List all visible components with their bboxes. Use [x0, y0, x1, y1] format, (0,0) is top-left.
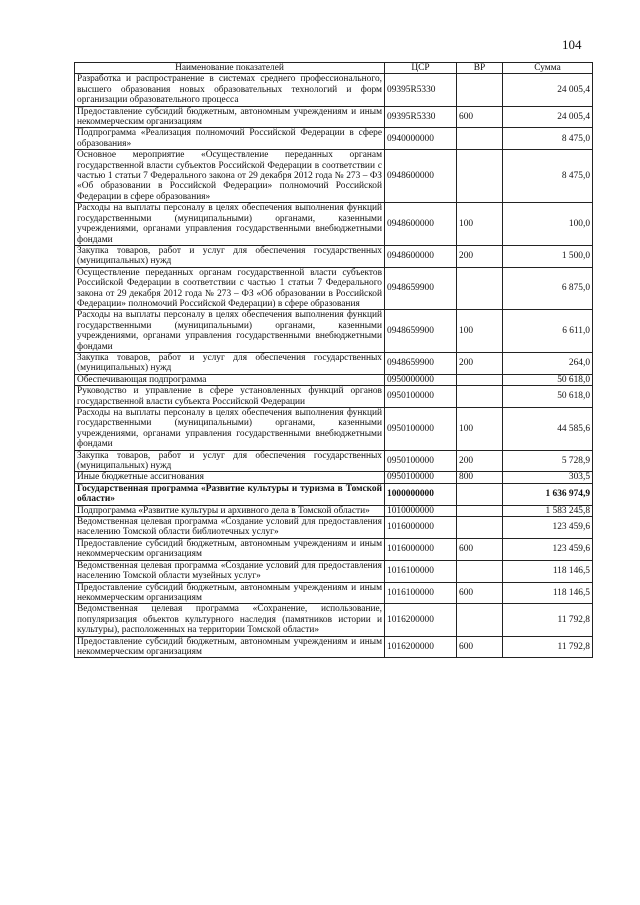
row-name-cell: Обеспечивающая подпрограмма: [75, 374, 385, 385]
row-vr-cell: 200: [457, 245, 503, 267]
table-row: [75, 352, 593, 374]
row-code-cell: 1016200000: [385, 636, 457, 658]
table-row: [75, 582, 593, 604]
row-name-cell: Руководство и управление в сфере установленных функций органов государственной власти субъекта Российской Федерации: [75, 386, 385, 408]
row-vr-cell: 600: [457, 582, 503, 604]
table-header-row: [75, 63, 593, 74]
row-vr-cell: [457, 604, 503, 636]
row-sum-cell: 8 475,0: [503, 150, 593, 203]
row-code-cell: 0940000000: [385, 128, 457, 150]
table-row: [75, 267, 593, 310]
row-vr-cell: [457, 150, 503, 203]
table-row: [75, 505, 593, 516]
row-name-cell: Расходы на выплаты персоналу в целях обеспечения выполнения функций государственными (муниципальными) органами, казенными учреждениями, органами управления государственными внебюджетными фондами: [75, 310, 385, 353]
row-sum-cell: 100,0: [503, 203, 593, 246]
table-row: [75, 374, 593, 385]
row-sum-cell: 6 875,0: [503, 267, 593, 310]
row-vr-cell: 100: [457, 408, 503, 451]
header-name: Наименование показателей: [75, 63, 385, 74]
row-name-cell: Закупка товаров, работ и услуг для обеспечения государственных (муниципальных) нужд: [75, 450, 385, 472]
table-row: [75, 483, 593, 505]
row-vr-cell: [457, 267, 503, 310]
row-name-cell: Осуществление переданных органам государственной власти субъектов Российской Федерации в соответствии с частью 1 статьи 7 Федерального закона от 29 декабря 2012 года № 273 – ФЗ «Об образовании в Российской Федерации» полномочий Российской Федерации) в сфере образования: [75, 267, 385, 310]
row-vr-cell: 600: [457, 538, 503, 560]
header-vr: ВР: [457, 63, 503, 74]
table-row: [75, 560, 593, 582]
row-code-cell: 0948600000: [385, 245, 457, 267]
table-row: [75, 538, 593, 560]
table-row: [75, 128, 593, 150]
row-code-cell: 0948600000: [385, 203, 457, 246]
row-code-cell: 1010000000: [385, 505, 457, 516]
row-sum-cell: 8 475,0: [503, 128, 593, 150]
row-vr-cell: 600: [457, 106, 503, 128]
row-vr-cell: [457, 483, 503, 505]
row-sum-cell: 5 728,9: [503, 450, 593, 472]
row-sum-cell: 50 618,0: [503, 386, 593, 408]
row-code-cell: 0948659900: [385, 310, 457, 353]
row-code-cell: 0948659900: [385, 352, 457, 374]
row-code-cell: 1000000000: [385, 483, 457, 505]
row-vr-cell: 600: [457, 636, 503, 658]
table-row: [75, 74, 593, 106]
row-vr-cell: [457, 374, 503, 385]
row-name-cell: Основное мероприятие «Осуществление переданных органам государственной власти субъектов Российской Федерации в соответствии с частью 1 статьи 7 Федерального закона от 29 декабря 2012 года № 273 – ФЗ «Об образовании в Российской Федерации» полномочий Российской Федерации в сфере образования»: [75, 150, 385, 203]
row-name-cell: Ведомственная целевая программа «Создание условий для предоставления населению Томской области библиотечных услуг»: [75, 517, 385, 539]
row-name-cell: Закупка товаров, работ и услуг для обеспечения государственных (муниципальных) нужд: [75, 352, 385, 374]
row-vr-cell: 100: [457, 310, 503, 353]
row-vr-cell: [457, 560, 503, 582]
row-name-cell: Подпрограмма «Развитие культуры и архивного дела в Томской области»: [75, 505, 385, 516]
row-name-cell: Предоставление субсидий бюджетным, автономным учреждениям и иным некоммерческим организациям: [75, 636, 385, 658]
row-code-cell: 09395R5330: [385, 74, 457, 106]
header-code: ЦСР: [385, 63, 457, 74]
table-row: [75, 450, 593, 472]
row-code-cell: 1016000000: [385, 517, 457, 539]
row-sum-cell: 118 146,5: [503, 560, 593, 582]
row-name-cell: Предоставление субсидий бюджетным, автономным учреждениям и иным некоммерческим организациям: [75, 582, 385, 604]
row-code-cell: 0948600000: [385, 150, 457, 203]
row-vr-cell: [457, 505, 503, 516]
row-code-cell: 1016100000: [385, 582, 457, 604]
row-sum-cell: 11 792,8: [503, 604, 593, 636]
table-row: [75, 472, 593, 483]
row-vr-cell: 200: [457, 450, 503, 472]
row-vr-cell: 100: [457, 203, 503, 246]
table-row: [75, 636, 593, 658]
row-code-cell: 0950100000: [385, 450, 457, 472]
table-row: [75, 150, 593, 203]
row-sum-cell: 123 459,6: [503, 538, 593, 560]
row-vr-cell: [457, 517, 503, 539]
row-code-cell: 1016000000: [385, 538, 457, 560]
row-name-cell: Предоставление субсидий бюджетным, автономным учреждениям и иным некоммерческим организациям: [75, 538, 385, 560]
row-name-cell: Закупка товаров, работ и услуг для обеспечения государственных (муниципальных) нужд: [75, 245, 385, 267]
row-vr-cell: 200: [457, 352, 503, 374]
row-name-cell: Расходы на выплаты персоналу в целях обеспечения выполнения функций государственными (муниципальными) органами, казенными учреждениями, органами управления государственными внебюджетными фондами: [75, 408, 385, 451]
row-sum-cell: 1 583 245,8: [503, 505, 593, 516]
row-sum-cell: 123 459,6: [503, 517, 593, 539]
row-name-cell: Ведомственная целевая программа «Сохранение, использование, популяризация объектов культурного наследия (памятников истории и культуры), расположенных на территории Томской области»: [75, 604, 385, 636]
header-sum: Сумма: [503, 63, 593, 74]
row-code-cell: 0950100000: [385, 386, 457, 408]
row-vr-cell: [457, 74, 503, 106]
row-sum-cell: 6 611,0: [503, 310, 593, 353]
row-name-cell: Иные бюджетные ассигнования: [75, 472, 385, 483]
row-sum-cell: 24 005,4: [503, 74, 593, 106]
row-name-cell: Ведомственная целевая программа «Создание условий для предоставления населению Томской области музейных услуг»: [75, 560, 385, 582]
row-sum-cell: 50 618,0: [503, 374, 593, 385]
row-vr-cell: 800: [457, 472, 503, 483]
row-sum-cell: 1 636 974,9: [503, 483, 593, 505]
table-row: [75, 106, 593, 128]
table-row: [75, 517, 593, 539]
row-name-cell: Расходы на выплаты персоналу в целях обеспечения выполнения функций государственными (муниципальными) органами, казенными учреждениями, органами управления государственными внебюджетными фондами: [75, 203, 385, 246]
table-row: [75, 310, 593, 353]
row-code-cell: 0950000000: [385, 374, 457, 385]
table-row: [75, 604, 593, 636]
page-number: 104: [562, 37, 582, 52]
table-row: [75, 386, 593, 408]
row-code-cell: 0950100000: [385, 408, 457, 451]
row-code-cell: 0948659900: [385, 267, 457, 310]
row-sum-cell: 24 005,4: [503, 106, 593, 128]
budget-table: [74, 62, 593, 658]
row-name-cell: Подпрограмма «Реализация полномочий Российской Федерации в сфере образования»: [75, 128, 385, 150]
table-row: [75, 245, 593, 267]
row-vr-cell: [457, 128, 503, 150]
row-vr-cell: [457, 386, 503, 408]
row-code-cell: 09395R5330: [385, 106, 457, 128]
row-code-cell: 1016100000: [385, 560, 457, 582]
row-sum-cell: 11 792,8: [503, 636, 593, 658]
row-name-cell: Разработка и распространение в системах среднего профессионального, высшего образования новых образовательных технологий и форм организации образовательного процесса: [75, 74, 385, 106]
row-code-cell: 0950100000: [385, 472, 457, 483]
row-sum-cell: 1 500,0: [503, 245, 593, 267]
row-name-cell: Государственная программа «Развитие культуры и туризма в Томской области»: [75, 483, 385, 505]
table-row: [75, 203, 593, 246]
table-row: [75, 408, 593, 451]
row-sum-cell: 118 146,5: [503, 582, 593, 604]
row-name-cell: Предоставление субсидий бюджетным, автономным учреждениям и иным некоммерческим организациям: [75, 106, 385, 128]
row-code-cell: 1016200000: [385, 604, 457, 636]
row-sum-cell: 303,5: [503, 472, 593, 483]
row-sum-cell: 44 585,6: [503, 408, 593, 451]
row-sum-cell: 264,0: [503, 352, 593, 374]
